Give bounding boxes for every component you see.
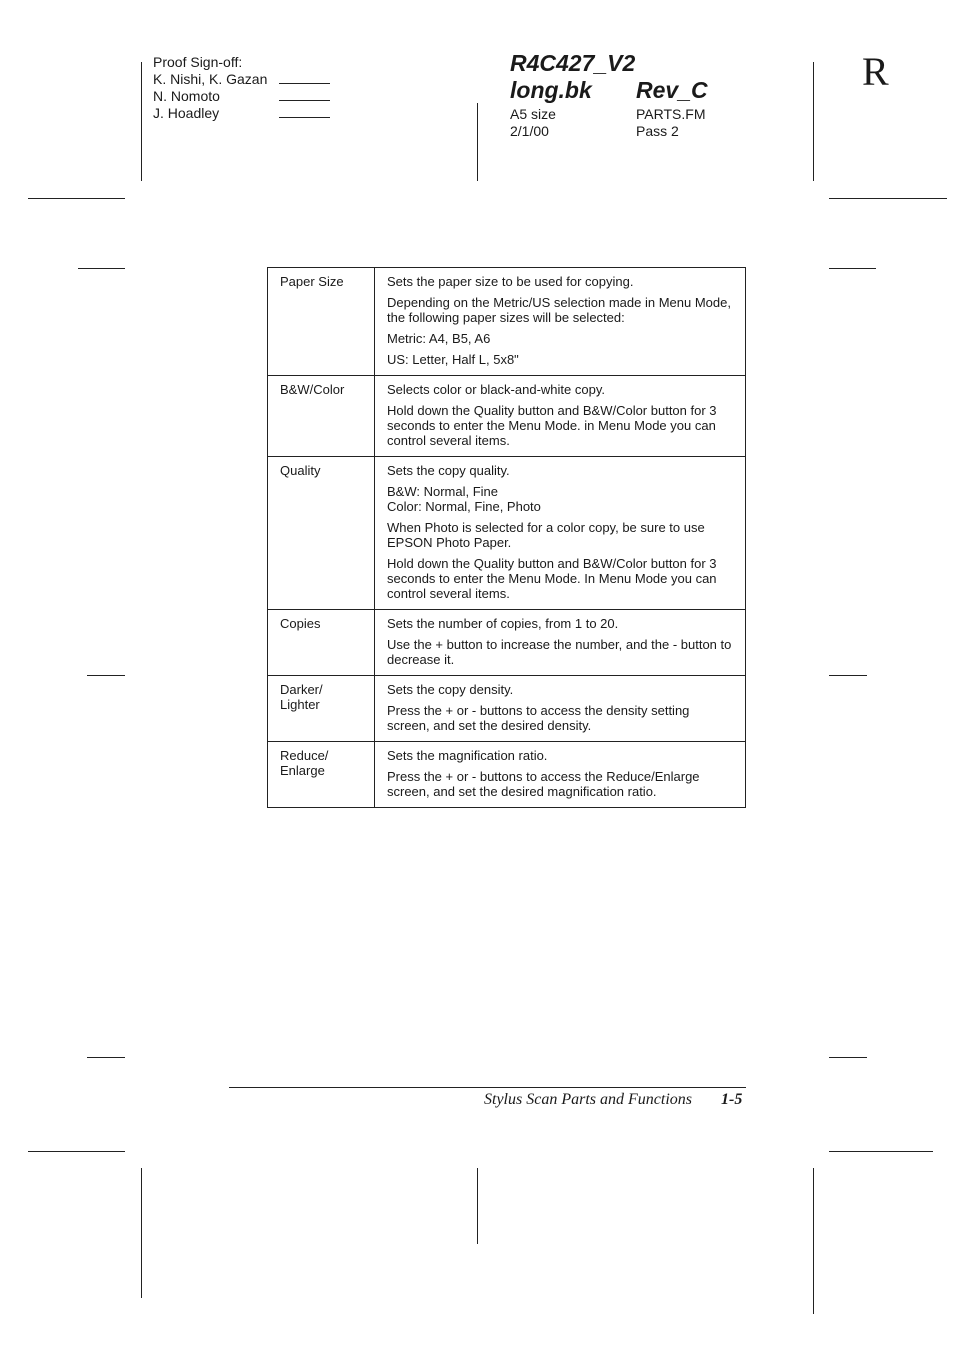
proof-row [153, 105, 330, 122]
description-text: Sets the number of copies, from 1 to 20. [387, 616, 619, 631]
term-cell: Copies [268, 610, 375, 676]
term-text: Enlarge [280, 763, 325, 778]
right-page-mark: R [862, 49, 889, 94]
description-text: Metric: A4, B5, A6 [387, 331, 491, 346]
table-row [268, 742, 746, 808]
description-text: Sets the copy quality. [387, 463, 510, 478]
table-row [268, 268, 746, 376]
description-cell [375, 610, 746, 676]
term-cell: B&W/Color [268, 376, 375, 457]
proof-row [153, 71, 330, 88]
description-text: Press the + or - buttons to access the Reduce/Enlarge screen, and set the desired magnification ratio. [387, 769, 700, 799]
page-size: A5 size [510, 106, 556, 122]
description-text: Sets the paper size to be used for copying. [387, 274, 634, 289]
proof-row [153, 88, 330, 105]
crop-mark-horizontal [87, 1057, 125, 1058]
description-text: Sets the copy density. [387, 682, 514, 697]
document-meta [510, 106, 706, 140]
meta-row [510, 123, 706, 140]
term-text: Darker/ [280, 682, 323, 697]
description-text: Use the + button to increase the number, and the - button to decrease it. [387, 637, 732, 667]
file-name: PARTS.FM [636, 106, 706, 122]
crop-mark-vertical [141, 62, 142, 181]
crop-mark-horizontal [829, 1057, 867, 1058]
table-row [268, 457, 746, 610]
meta-row [510, 106, 706, 123]
page-number: 1-5 [721, 1091, 743, 1108]
parts-table [267, 267, 746, 808]
crop-mark-vertical [813, 1168, 814, 1314]
crop-mark-horizontal [829, 1151, 933, 1152]
footer-title: Stylus Scan Parts and Functions [484, 1091, 692, 1108]
footer-rule [229, 1087, 746, 1088]
crop-mark-horizontal [87, 675, 125, 676]
description-text: US: Letter, Half L, 5x8" [387, 352, 519, 367]
crop-mark-horizontal [829, 198, 947, 199]
description-cell [375, 457, 746, 610]
proof-signoff [153, 54, 330, 122]
table-row [268, 376, 746, 457]
document-code: R4C427_V2 [510, 50, 636, 76]
table-row [268, 676, 746, 742]
crop-mark-vertical [813, 62, 814, 181]
crop-mark-horizontal [829, 675, 867, 676]
description-text: When Photo is selected for a color copy, be sure to use EPSON Photo Paper. [387, 520, 705, 550]
doc-date: 2/1/00 [510, 123, 549, 139]
term-cell: Paper Size [268, 268, 375, 376]
crop-mark-horizontal [28, 1151, 125, 1152]
pass-number: Pass 2 [636, 123, 679, 139]
description-cell [375, 268, 746, 376]
description-text: B&W: Normal, Fine [387, 484, 499, 499]
term-cell [268, 676, 375, 742]
crop-mark-vertical [141, 1168, 142, 1298]
proof-name: J. Hoadley [153, 105, 220, 121]
crop-mark-horizontal [28, 198, 125, 199]
signature-line [279, 71, 330, 84]
description-text: Depending on the Metric/US selection made in Menu Mode, the following paper sizes will be selected: [387, 295, 731, 325]
crop-mark-vertical [477, 1168, 478, 1244]
description-text: Hold down the Quality button and B&W/Color button for 3 seconds to enter the Menu Mode. in Menu Mode you can control several items. [387, 403, 717, 448]
description-text: Press the + or - buttons to access the density setting screen, and set the desired density. [387, 703, 690, 733]
description-cell [375, 742, 746, 808]
document-id-line [510, 77, 708, 104]
table-row [268, 610, 746, 676]
description-cell [375, 376, 746, 457]
term-text: Reduce/ [280, 748, 329, 763]
term-cell [268, 742, 375, 808]
description-text: Hold down the Quality button and B&W/Color button for 3 seconds to enter the Menu Mode. In Menu Mode you can control several items. [387, 556, 717, 601]
revision: Rev_C [636, 77, 708, 103]
description-text: Color: Normal, Fine, Photo [387, 499, 541, 514]
term-cell: Quality [268, 457, 375, 610]
description-cell [375, 676, 746, 742]
crop-mark-vertical [477, 103, 478, 181]
signature-line [279, 88, 330, 101]
document-id [510, 50, 708, 104]
crop-mark-horizontal [78, 268, 125, 269]
proof-name: N. Nomoto [153, 88, 220, 104]
description-text: Selects color or black-and-white copy. [387, 382, 605, 397]
book-name: long.bk [510, 77, 592, 103]
description-text: Sets the magnification ratio. [387, 748, 548, 763]
term-text: Lighter [280, 697, 320, 712]
signature-line [279, 105, 330, 118]
proof-title: Proof Sign-off: [153, 54, 243, 70]
crop-mark-horizontal [829, 268, 876, 269]
proof-name: K. Nishi, K. Gazan [153, 71, 268, 87]
